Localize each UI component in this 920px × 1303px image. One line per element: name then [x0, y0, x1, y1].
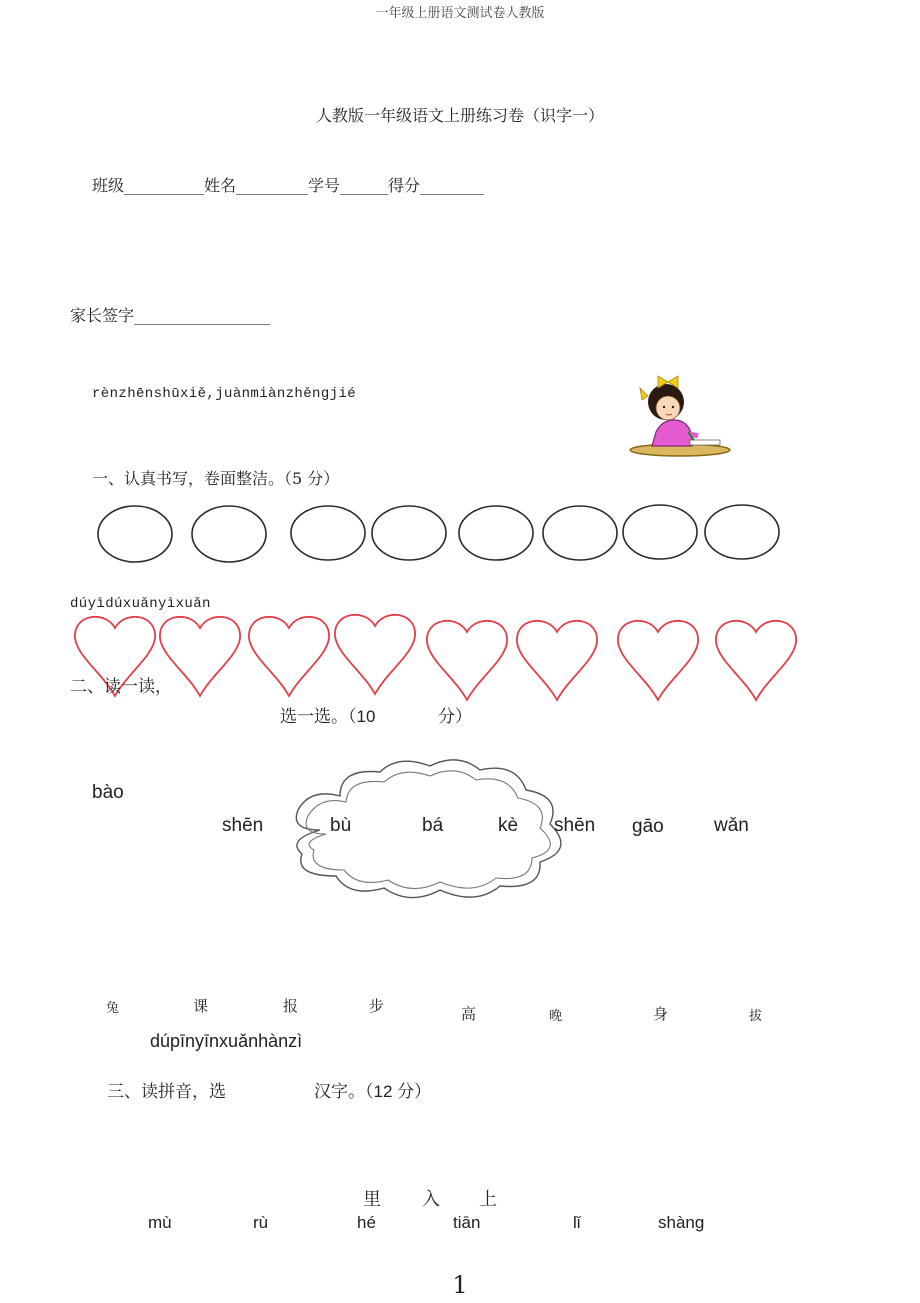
page-number: 1	[452, 1271, 468, 1299]
section2-heading-part3: 分）	[438, 707, 472, 726]
section2-pinyin-word: gāo	[632, 816, 664, 837]
section2-char: 报	[283, 997, 299, 1015]
heart-shape	[716, 621, 796, 700]
section3-pinyin-word: hé	[357, 1213, 376, 1232]
heart-shape	[618, 621, 698, 700]
page-title: 人教版一年级语文上册练习卷（识字一）	[315, 106, 604, 125]
writing-oval	[705, 505, 779, 559]
section3-pinyin: dúpīnyīnxuǎnhànzì	[150, 1031, 303, 1051]
section2-pinyin-word: shēn	[554, 815, 596, 836]
writing-oval	[543, 506, 617, 560]
heart-shape	[335, 615, 415, 694]
parent-signature-line: 家长签字_________________	[70, 306, 271, 325]
girl-writing-illustration	[628, 370, 738, 460]
section2-pinyin-word: bào	[92, 782, 124, 803]
heart-shape	[517, 621, 597, 700]
section2-pinyin-word: bá	[422, 815, 444, 836]
writing-oval	[98, 506, 172, 562]
section3-pinyin-word: rù	[253, 1213, 269, 1232]
section3-pinyin-word: tiān	[453, 1213, 481, 1232]
writing-oval	[459, 506, 533, 560]
section2-char: 兔	[106, 1001, 120, 1016]
section2-pinyin-word: bù	[330, 815, 352, 836]
writing-oval	[623, 505, 697, 559]
section2-char: 拔	[749, 1009, 763, 1024]
section3-pinyin-word: lǐ	[573, 1213, 581, 1232]
writing-oval	[291, 506, 365, 560]
section3-pinyin-word: mù	[148, 1213, 172, 1232]
section2-pinyin-word: kè	[498, 815, 519, 836]
section2-char: 课	[193, 997, 209, 1015]
section2-char: 身	[653, 1005, 669, 1023]
section2-char: 步	[369, 997, 385, 1015]
section3-heading-part2: 汉字。（12 分）	[314, 1082, 432, 1101]
section3-heading-part1: 三、读拼音，选	[107, 1082, 226, 1102]
heart-shape	[427, 621, 507, 700]
section1-heading: 一、认真书写，卷面整洁。（5 分）	[92, 469, 340, 488]
writing-oval	[372, 506, 446, 560]
running-header: 一年级上册语文测试卷人教版	[375, 6, 545, 21]
section2-pinyin-word: wǎn	[714, 815, 749, 836]
section1-pinyin: rènzhēnshūxiě,juànmiànzhěngjié	[92, 386, 357, 402]
section3-pinyin-word: shàng	[658, 1213, 705, 1232]
section2-char: 晚	[549, 1009, 563, 1024]
student-info-line: 班级__________姓名_________学号______得分________	[92, 176, 485, 195]
section3-char: 入	[422, 1189, 440, 1210]
section3-char: 上	[479, 1189, 497, 1210]
section2-pinyin: dúyìdúxuǎnyìxuǎn	[70, 596, 211, 612]
section2-heading-part1: 二、读一读，	[70, 677, 172, 697]
section3-char: 里	[363, 1189, 381, 1210]
section2-heading-part2: 选一选。（10	[280, 707, 376, 726]
oval-row	[0, 500, 920, 570]
writing-oval	[192, 506, 266, 562]
heart-shape	[249, 617, 329, 696]
section2-char: 高	[461, 1005, 477, 1023]
section2-pinyin-word: shēn	[222, 815, 264, 836]
